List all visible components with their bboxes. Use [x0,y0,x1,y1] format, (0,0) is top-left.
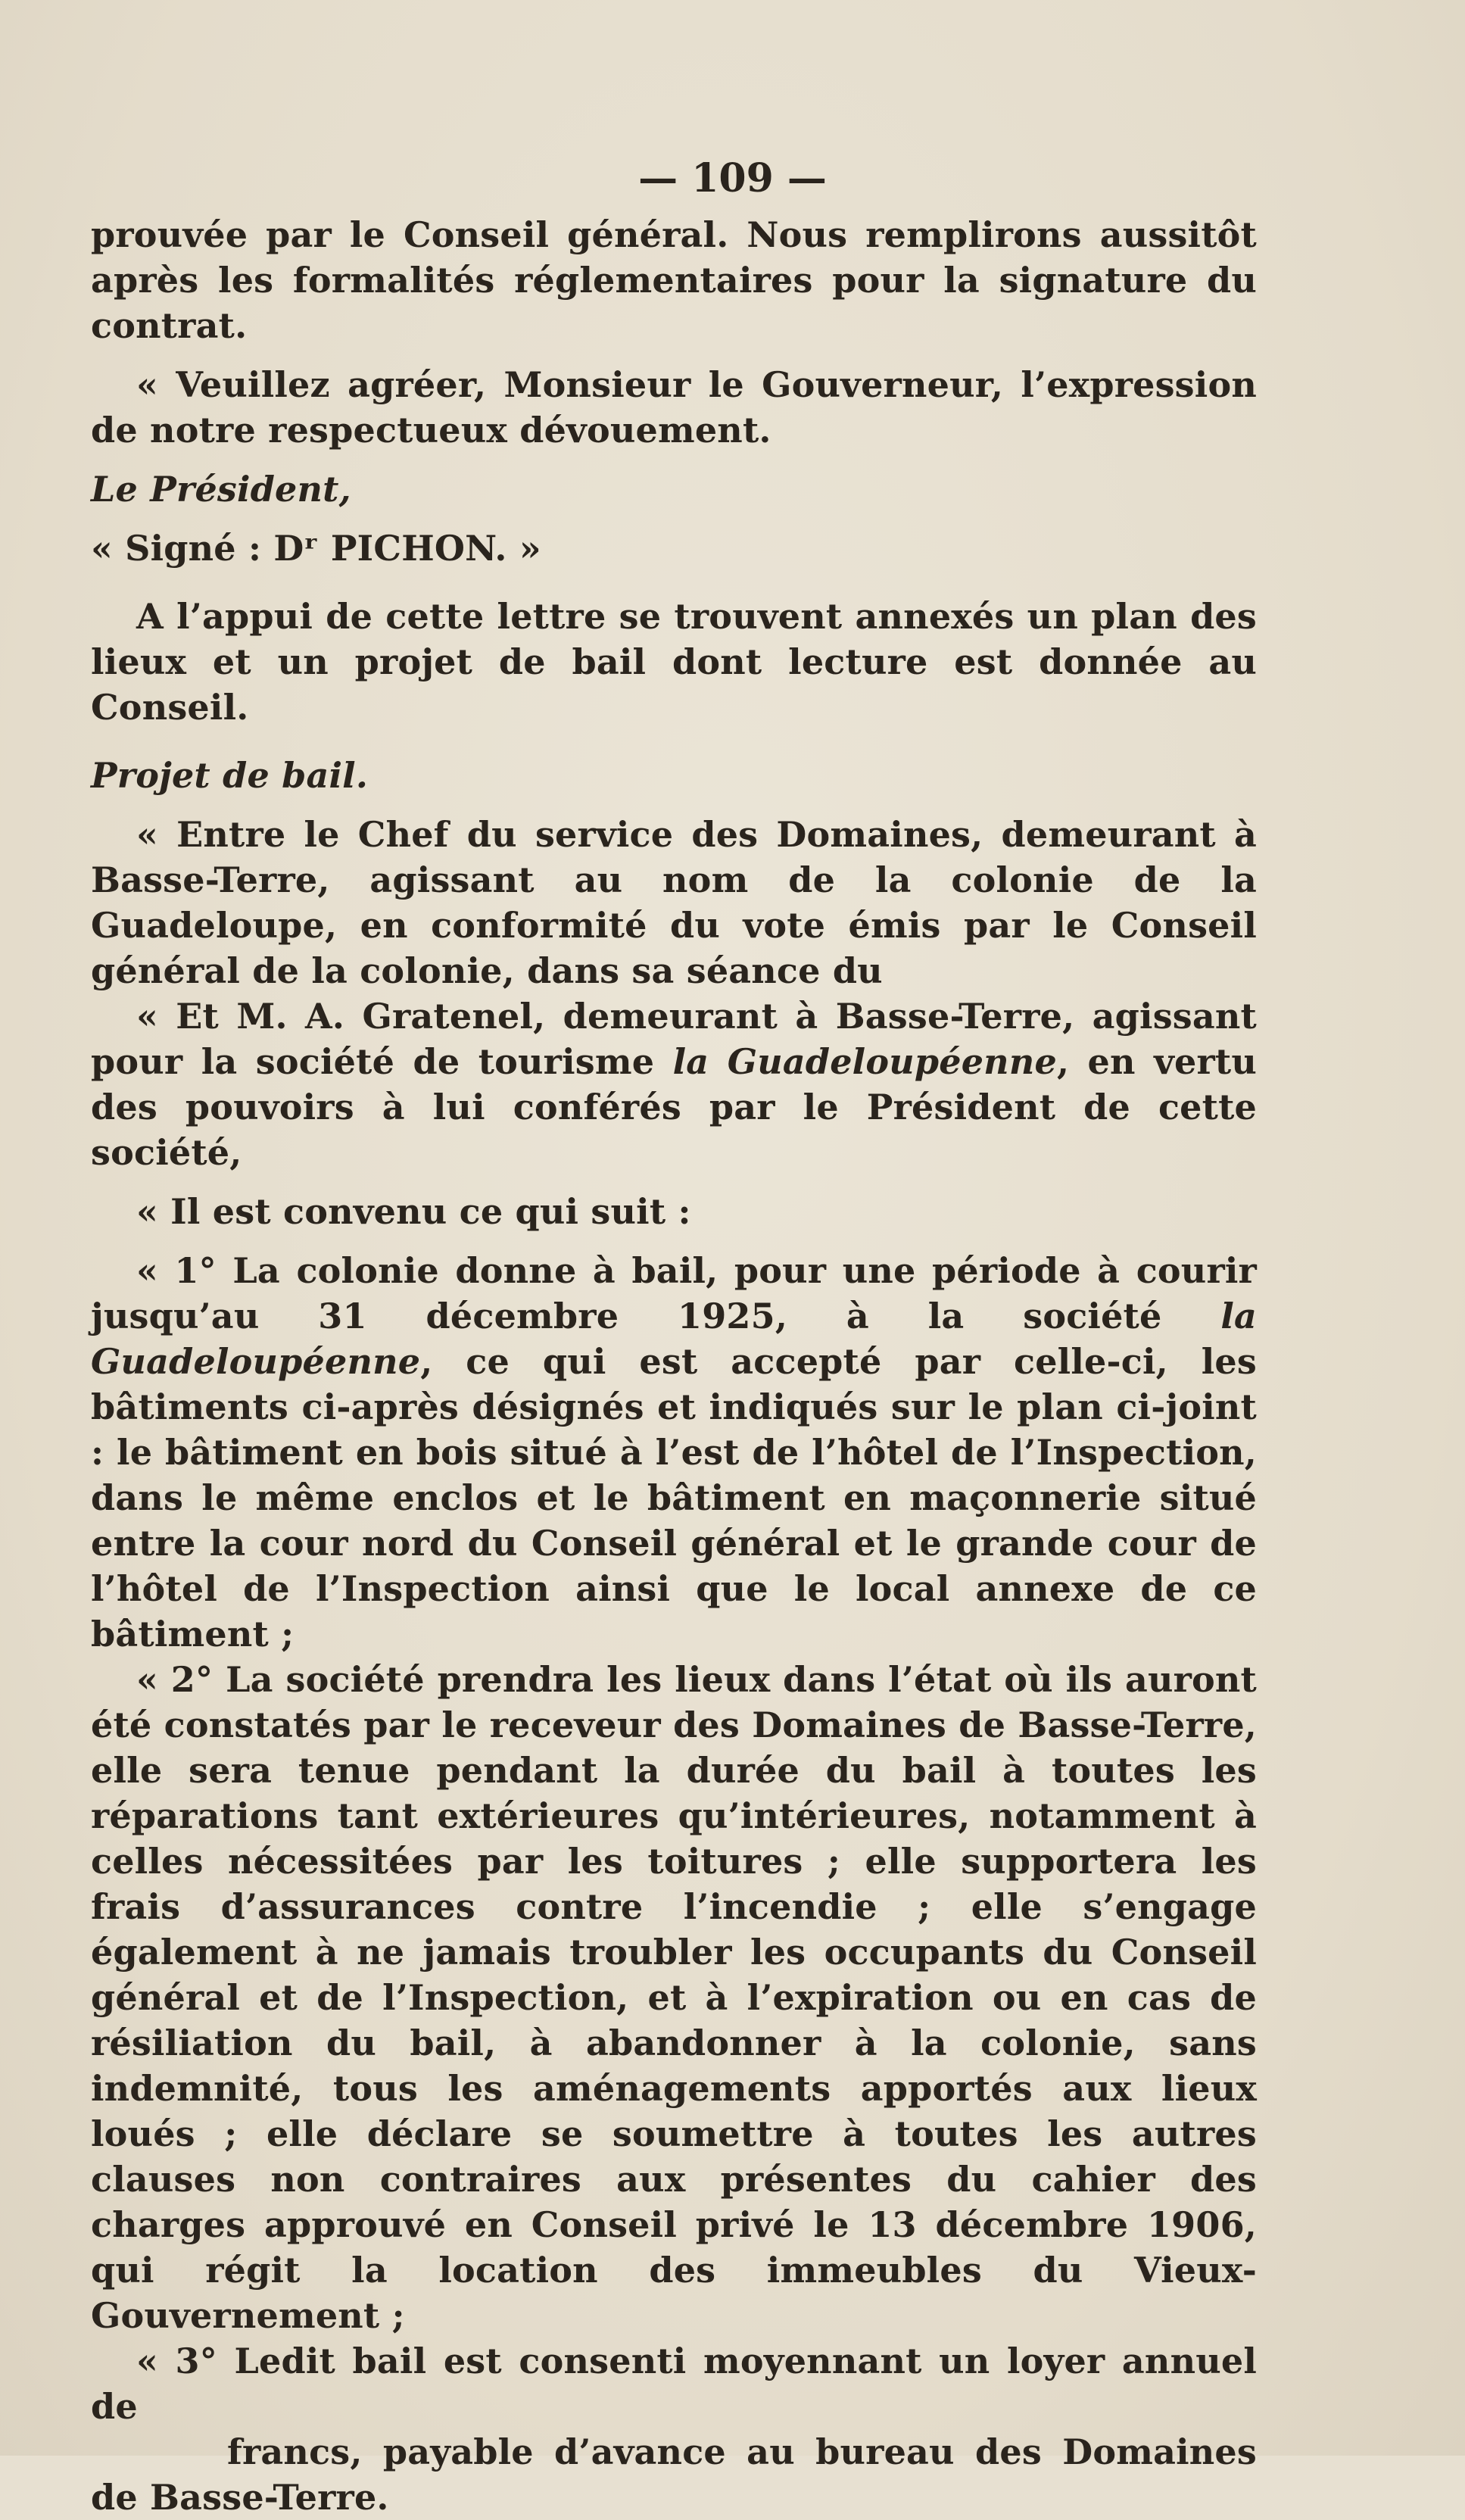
clause-3-text-a: « 3° Ledit bail est consenti moyennant un loyer annuel de [91,2341,1257,2427]
paragraph-closing: « Veuillez agréer, Monsieur le Gouverneur, l’expression de notre respectueux dévouement. [91,364,1257,451]
society-name: la Guadeloupéenne [672,1041,1057,1082]
paragraph-agreed: « Il est convenu ce qui suit : [136,1191,691,1232]
section-title: Projet de bail. [91,755,369,796]
signature-name: « Signé : Dʳ PICHON. » [91,528,541,569]
paragraph-gratenel-text-b: , en vertu des pouvoirs à lui conférés par le Président de cette société, [91,1041,1257,1173]
clause-3-text-b: francs, payable d’avance au bureau des Domaines de Basse-Terre. [91,2431,1257,2518]
clause-1-text-b: , ce qui est accepté par celle-ci, les bâtiments ci-après désignés et indiqués sur le plan ci-joint : le bâtiment en bois situé à l’est de l’hôtel de l’Inspection, dans le même enclos et le bâtiment en maçonnerie situé entre la cour nord du Conseil général et le grande cour de l’hôtel de l’Inspection ainsi que le local annexe de ce bâtiment ; [91,1341,1257,1655]
body-text [91,212,1257,2520]
paragraph-gratenel [91,993,1257,1175]
paragraph-annex: A l’appui de cette lettre se trouvent annexés un plan des lieux et un projet de bail dont lecture est donnée au Conseil. [91,596,1257,728]
paragraph-continuation: prouvée par le Conseil général. Nous remplirons aussitôt après les formalités réglementaires pour la signature du contrat. [91,214,1257,346]
clause-1 [91,1248,1257,1657]
society-name-2: la Guadeloupéenne [91,1296,1257,1382]
page-number: — 109 — [638,155,827,201]
clause-1-text-a: « 1° La colonie donne à bail, pour une période à courir jusqu’au 31 décembre 1925, à la société [91,1250,1257,1336]
clause-3 [91,2338,1257,2520]
signature-title: Le Président, [91,469,351,510]
paragraph-gratenel-text-a: « Et M. A. Gratenel, demeurant à Basse-Terre, agissant pour la société de tourisme [91,996,1257,1082]
clause-2: « 2° La société prendra les lieux dans l’état où ils auront été constatés par le receveur des Domaines de Basse-Terre, elle sera tenue pendant la durée du bail à toutes les réparations tant extérieures qu’intérieures, notamment à celles nécessitées par les toitures ; elle supportera les frais d’assurances contre l’incendie ; elle s’engage également à ne jamais troubler les occupants du Conseil général et de l’Inspection, et à l’expiration ou en cas de résiliation du bail, à abandonner à la colonie, sans indemnité, tous les aménagements apportés aux lieux loués ; elle déclare se soumettre à toutes les autres clauses non contraires aux présentes du cahier des charges approuvé en Conseil privé le 13 décembre 1906, qui régit la location des immeubles du Vieux-Gouvernement ; [91,1659,1257,2336]
paragraph-parties: « Entre le Chef du service des Domaines, demeurant à Basse-Terre, agissant au nom de la colonie de la Guadeloupe, en conformité du vote émis par le Conseil général de la colonie, dans sa séance du [91,814,1257,991]
